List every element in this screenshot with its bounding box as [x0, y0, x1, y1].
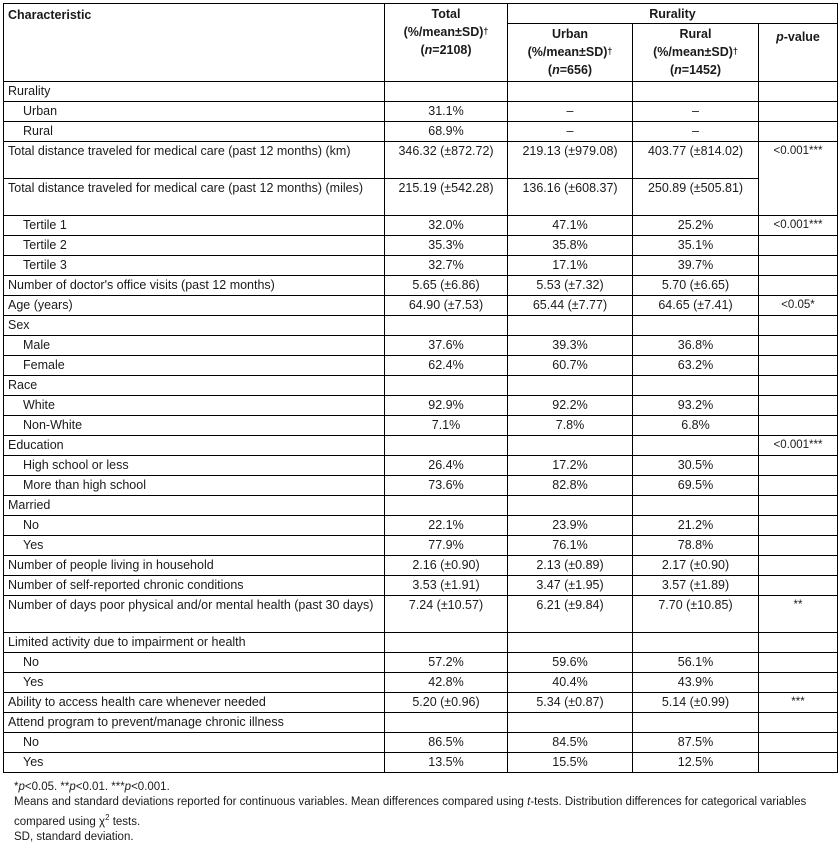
fn-text: <0.01. ***: [75, 781, 125, 793]
cell-rural: –: [633, 122, 759, 142]
cell-urban: 35.8%: [508, 236, 633, 256]
cell-urban: 40.4%: [508, 673, 633, 693]
cell-rural: 64.65 (±7.41): [633, 296, 759, 316]
cell-rural: 39.7%: [633, 256, 759, 276]
cell-urban: –: [508, 102, 633, 122]
fn-text: Means and standard deviations reported for continuous variables. Mean differences compared using: [14, 796, 528, 808]
cell-urban: 6.21 (±9.84): [508, 596, 633, 633]
footnote-methods: [14, 795, 836, 830]
row-label: More than high school: [4, 476, 385, 496]
table-row: [4, 576, 838, 596]
table-row: [4, 693, 838, 713]
row-label: White: [4, 396, 385, 416]
cell-total: 7.1%: [385, 416, 508, 436]
row-label: Married: [4, 496, 385, 516]
table-row: [4, 296, 838, 316]
header-rural-title: Rural: [679, 27, 712, 41]
cell-urban: 136.16 (±608.37): [508, 179, 633, 216]
cell-pvalue: [759, 316, 838, 336]
fn-text: <0.001.: [131, 781, 170, 793]
row-label: Number of doctor's office visits (past 12 months): [4, 276, 385, 296]
row-label: No: [4, 733, 385, 753]
cell-total: [385, 82, 508, 102]
row-label: Rurality: [4, 82, 385, 102]
cell-total: [385, 713, 508, 733]
cell-total: [385, 496, 508, 516]
cell-total: 5.65 (±6.86): [385, 276, 508, 296]
cell-pvalue: [759, 122, 838, 142]
cell-pvalue: [759, 256, 838, 276]
fn-text: tests.: [109, 815, 141, 828]
cell-total: 31.1%: [385, 102, 508, 122]
cell-rural: 12.5%: [633, 753, 759, 773]
row-label: Tertile 2: [4, 236, 385, 256]
table-row: [4, 713, 838, 733]
cell-pvalue: [759, 733, 838, 753]
cell-pvalue: <0.001***: [759, 436, 838, 456]
cell-rural: [633, 82, 759, 102]
cell-total: 5.20 (±0.96): [385, 693, 508, 713]
cell-pvalue: [759, 476, 838, 496]
cell-total: 346.32 (±872.72): [385, 142, 508, 179]
cell-rural: 5.70 (±6.65): [633, 276, 759, 296]
cell-pvalue: [759, 713, 838, 733]
cell-urban: 15.5%: [508, 753, 633, 773]
cell-total: 2.16 (±0.90): [385, 556, 508, 576]
table-row: [4, 179, 838, 216]
fn-t: t: [527, 796, 531, 808]
fn-p: p: [18, 781, 25, 793]
table-row: [4, 653, 838, 673]
footnote-sd: SD, standard deviation.: [14, 830, 134, 843]
header-rural-n: (n=1452): [669, 63, 722, 77]
header-total-title: Total: [431, 7, 461, 21]
cell-pvalue: [759, 356, 838, 376]
cell-pvalue: [759, 673, 838, 693]
cell-rural: [633, 376, 759, 396]
cell-total: 73.6%: [385, 476, 508, 496]
table-row: [4, 556, 838, 576]
n-value: =1452): [681, 63, 722, 77]
cell-urban: 17.2%: [508, 456, 633, 476]
cell-pvalue: [759, 416, 838, 436]
cell-total: [385, 376, 508, 396]
cell-total: 13.5%: [385, 753, 508, 773]
unit-text: (%/mean±SD): [403, 25, 484, 39]
cell-rural: 78.8%: [633, 536, 759, 556]
cell-rural: 87.5%: [633, 733, 759, 753]
table-body: [4, 82, 838, 773]
fn-p: p: [124, 781, 132, 793]
row-label: Attend program to prevent/manage chronic illness: [4, 713, 385, 733]
cell-rural: 3.57 (±1.89): [633, 576, 759, 596]
table-row: [4, 496, 838, 516]
unit-text: (%/mean±SD): [527, 45, 608, 59]
header-urban-n: (n=656): [547, 63, 593, 77]
row-label: Yes: [4, 753, 385, 773]
header-rural-unit: [637, 43, 754, 61]
cell-rural: 36.8%: [633, 336, 759, 356]
cell-pvalue: [759, 753, 838, 773]
pvalue-text: -value: [783, 30, 820, 44]
row-label: Age (years): [4, 296, 385, 316]
cell-urban: [508, 633, 633, 653]
cell-pvalue: [759, 556, 838, 576]
cell-rural: 93.2%: [633, 396, 759, 416]
table-row: [4, 336, 838, 356]
n-label: n: [424, 43, 433, 57]
cell-pvalue: [759, 653, 838, 673]
cell-total: 62.4%: [385, 356, 508, 376]
cell-total: 32.7%: [385, 256, 508, 276]
cell-total: 22.1%: [385, 516, 508, 536]
table-row: [4, 102, 838, 122]
n-label: n: [552, 63, 560, 77]
table-row: [4, 536, 838, 556]
row-label: Non-White: [4, 416, 385, 436]
header-pvalue: [759, 24, 838, 82]
cell-total: 64.90 (±7.53): [385, 296, 508, 316]
cell-urban: 23.9%: [508, 516, 633, 536]
cell-rural: 30.5%: [633, 456, 759, 476]
cell-total: 215.19 (±542.28): [385, 179, 508, 216]
cell-total: [385, 633, 508, 653]
table-row: [4, 596, 838, 633]
header-characteristic: Characteristic: [4, 4, 385, 82]
cell-rural: 250.89 (±505.81): [633, 179, 759, 216]
cell-pvalue: [759, 456, 838, 476]
cell-pvalue: [759, 633, 838, 653]
table-row: [4, 122, 838, 142]
table-row: [4, 256, 838, 276]
cell-urban: 59.6%: [508, 653, 633, 673]
row-label: Rural: [4, 122, 385, 142]
cell-pvalue: [759, 376, 838, 396]
cell-total: 77.9%: [385, 536, 508, 556]
row-label: Yes: [4, 673, 385, 693]
row-label: Sex: [4, 316, 385, 336]
table-row: [4, 276, 838, 296]
cell-rural: –: [633, 102, 759, 122]
footnote-significance: [14, 780, 836, 795]
cell-pvalue: [759, 236, 838, 256]
cell-rural: 403.77 (±814.02): [633, 142, 759, 179]
table-row: [4, 142, 838, 179]
cell-pvalue: <0.05*: [759, 296, 838, 316]
cell-urban: [508, 436, 633, 456]
cell-total: [385, 436, 508, 456]
cell-rural: 21.2%: [633, 516, 759, 536]
cell-total: 7.24 (±10.57): [385, 596, 508, 633]
cell-total: 42.8%: [385, 673, 508, 693]
header-total: [385, 4, 508, 82]
cell-pvalue: [759, 102, 838, 122]
cell-total: 68.9%: [385, 122, 508, 142]
fn-text: *: [14, 781, 19, 793]
row-label: Urban: [4, 102, 385, 122]
cell-pvalue: <0.001***: [759, 216, 838, 236]
cell-total: 3.53 (±1.91): [385, 576, 508, 596]
unit-text: (%/mean±SD): [653, 45, 733, 59]
table-row: [4, 396, 838, 416]
cell-urban: [508, 316, 633, 336]
cell-total: 26.4%: [385, 456, 508, 476]
table-row: [4, 436, 838, 456]
cell-rural: 7.70 (±10.85): [633, 596, 759, 633]
cell-pvalue: [759, 396, 838, 416]
fn-text: -tests. Distribution differences for categorical variables compared using χ: [14, 796, 807, 828]
dagger-mark: †: [732, 46, 738, 56]
cell-rural: 35.1%: [633, 236, 759, 256]
table-row: [4, 216, 838, 236]
cell-urban: 47.1%: [508, 216, 633, 236]
p-italic: p: [776, 30, 784, 44]
n-label: n: [674, 63, 682, 77]
fn-text: <0.05. **: [24, 781, 70, 793]
cell-urban: [508, 713, 633, 733]
row-label: Number of people living in household: [4, 556, 385, 576]
table-row: [4, 356, 838, 376]
header-urban-unit: [512, 43, 628, 61]
cell-urban: 3.47 (±1.95): [508, 576, 633, 596]
cell-pvalue: [759, 336, 838, 356]
cell-pvalue: [759, 516, 838, 536]
table-row: [4, 416, 838, 436]
row-label: Tertile 3: [4, 256, 385, 276]
cell-urban: 39.3%: [508, 336, 633, 356]
row-label: Race: [4, 376, 385, 396]
row-label: Number of days poor physical and/or mental health (past 30 days): [4, 596, 385, 633]
cell-rural: 2.17 (±0.90): [633, 556, 759, 576]
cell-urban: 84.5%: [508, 733, 633, 753]
cell-rural: 5.14 (±0.99): [633, 693, 759, 713]
n-value: =656): [559, 63, 593, 77]
row-label: Ability to access health care whenever needed: [4, 693, 385, 713]
cell-pvalue: [759, 536, 838, 556]
header-urban-title: Urban: [551, 27, 589, 41]
header-total-n: (n=2108): [420, 43, 472, 57]
cell-urban: [508, 82, 633, 102]
table-row: [4, 456, 838, 476]
cell-rural: [633, 633, 759, 653]
cell-total: 86.5%: [385, 733, 508, 753]
cell-urban: 76.1%: [508, 536, 633, 556]
table-row: [4, 516, 838, 536]
cell-rural: 69.5%: [633, 476, 759, 496]
table-row: [4, 316, 838, 336]
table-container: [3, 3, 837, 773]
cell-urban: 219.13 (±979.08): [508, 142, 633, 179]
dagger-mark: †: [483, 26, 489, 36]
cell-rural: 25.2%: [633, 216, 759, 236]
header-rurality-group: Rurality: [508, 4, 838, 24]
row-label: No: [4, 516, 385, 536]
cell-urban: 92.2%: [508, 396, 633, 416]
table-row: [4, 82, 838, 102]
fn-p: p: [69, 781, 76, 793]
cell-urban: 7.8%: [508, 416, 633, 436]
cell-pvalue: ***: [759, 693, 838, 713]
cell-urban: 60.7%: [508, 356, 633, 376]
row-label: Tertile 1: [4, 216, 385, 236]
row-label: Education: [4, 436, 385, 456]
table-row: [4, 733, 838, 753]
cell-urban: 5.53 (±7.32): [508, 276, 633, 296]
header-rural: [633, 24, 759, 82]
table-row: [4, 236, 838, 256]
cell-rural: [633, 436, 759, 456]
cell-urban: [508, 496, 633, 516]
row-label: Total distance traveled for medical care (past 12 months) (miles): [4, 179, 385, 216]
cell-total: [385, 316, 508, 336]
cell-pvalue: [759, 82, 838, 102]
cell-urban: 82.8%: [508, 476, 633, 496]
table-row: [4, 673, 838, 693]
cell-total: 32.0%: [385, 216, 508, 236]
cell-rural: [633, 496, 759, 516]
cell-pvalue: [759, 576, 838, 596]
n-value: =2108): [432, 43, 472, 57]
cell-urban: [508, 376, 633, 396]
cell-rural: 6.8%: [633, 416, 759, 436]
footnotes: [14, 780, 836, 845]
table-row: [4, 633, 838, 653]
row-label: Yes: [4, 536, 385, 556]
cell-total: 92.9%: [385, 396, 508, 416]
cell-rural: [633, 713, 759, 733]
cell-rural: 63.2%: [633, 356, 759, 376]
cell-total: 57.2%: [385, 653, 508, 673]
cell-pvalue: <0.001***: [759, 142, 838, 216]
table-row: [4, 753, 838, 773]
cell-urban: 2.13 (±0.89): [508, 556, 633, 576]
cell-pvalue: [759, 496, 838, 516]
row-label: No: [4, 653, 385, 673]
table-row: [4, 376, 838, 396]
cell-rural: 43.9%: [633, 673, 759, 693]
characteristics-table: [3, 3, 838, 773]
row-label: High school or less: [4, 456, 385, 476]
cell-urban: 5.34 (±0.87): [508, 693, 633, 713]
cell-rural: [633, 316, 759, 336]
cell-rural: 56.1%: [633, 653, 759, 673]
header-total-unit: [389, 23, 503, 41]
row-label: Male: [4, 336, 385, 356]
cell-pvalue: [759, 276, 838, 296]
table-row: [4, 476, 838, 496]
dagger-mark: †: [607, 46, 613, 56]
cell-urban: –: [508, 122, 633, 142]
row-label: Number of self-reported chronic conditions: [4, 576, 385, 596]
row-label: Total distance traveled for medical care (past 12 months) (km): [4, 142, 385, 179]
cell-pvalue: **: [759, 596, 838, 633]
row-label: Limited activity due to impairment or health: [4, 633, 385, 653]
header-urban: [508, 24, 633, 82]
cell-urban: 65.44 (±7.77): [508, 296, 633, 316]
cell-total: 35.3%: [385, 236, 508, 256]
cell-total: 37.6%: [385, 336, 508, 356]
row-label: Female: [4, 356, 385, 376]
fn-sup: 2: [105, 813, 110, 822]
cell-urban: 17.1%: [508, 256, 633, 276]
